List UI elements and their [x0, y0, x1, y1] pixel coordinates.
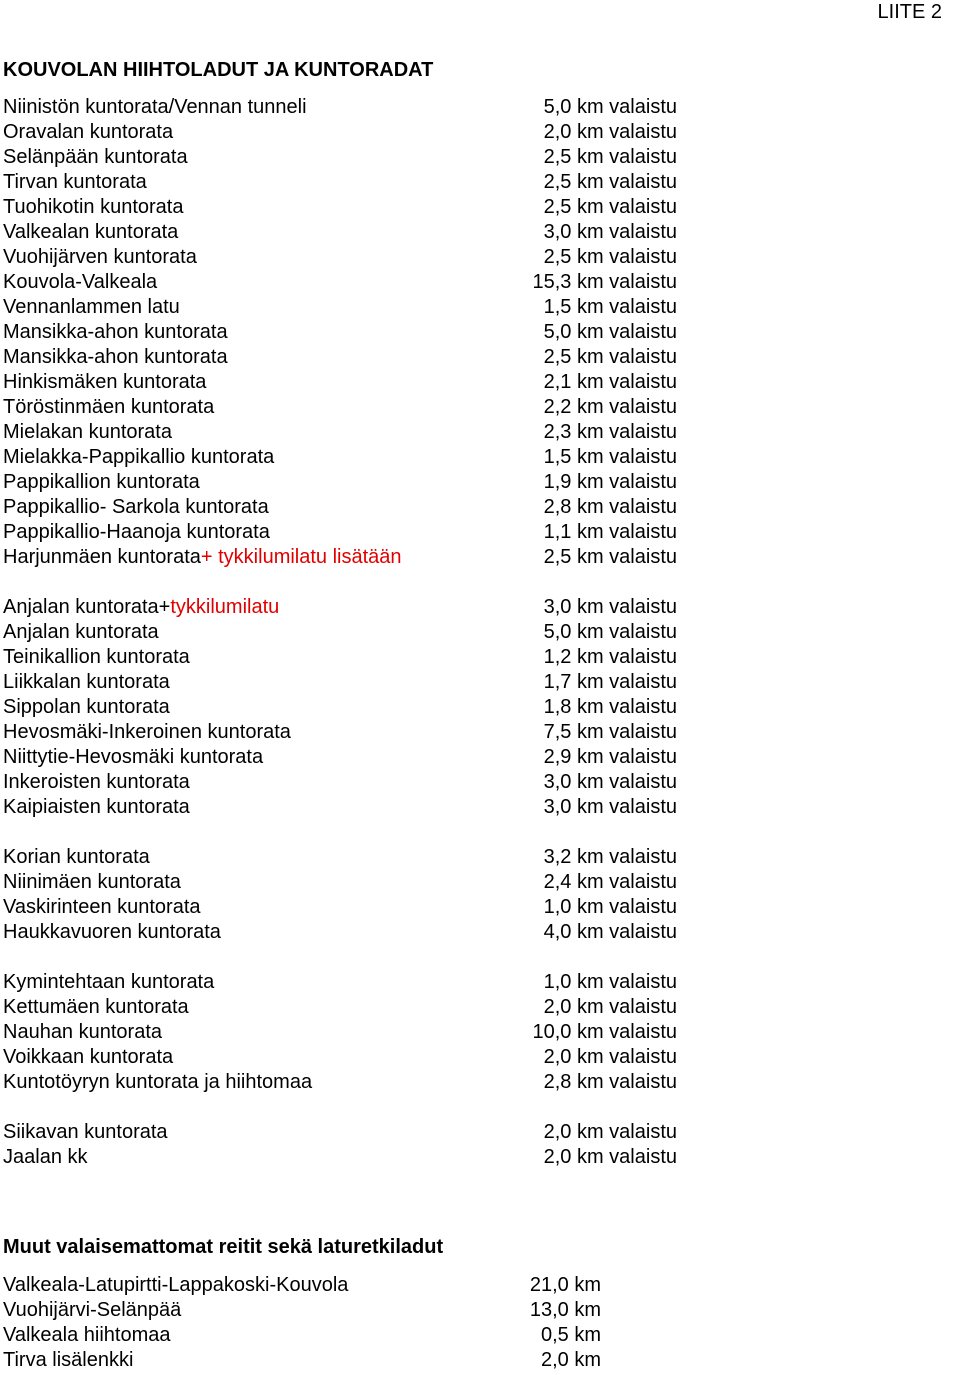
trail-name — [3, 920, 221, 945]
trail-length: 1,8 km valaistu — [543, 696, 677, 718]
trail-name-text: Valkealan kuntorata — [3, 221, 179, 243]
trail-name-text: Jaalan kk — [3, 1146, 88, 1168]
route-name: Vuohijärvi-Selänpää — [3, 1299, 182, 1321]
trail-length: 1,2 km valaistu — [543, 646, 677, 668]
trail-name — [3, 720, 291, 745]
trail-name — [3, 295, 180, 320]
trail-length: 2,0 km valaistu — [543, 1146, 677, 1168]
trail-length: 2,5 km valaistu — [543, 196, 677, 218]
trail-name-text: Pappikallio-Haanoja kuntorata — [3, 521, 270, 543]
route-name: Valkeala-Latupirtti-Lappakoski-Kouvola — [3, 1274, 349, 1296]
trail-row — [3, 670, 693, 695]
group-spacer — [3, 1095, 693, 1120]
trail-length: 1,0 km valaistu — [543, 896, 677, 918]
trail-name-text: Niinimäen kuntorata — [3, 871, 181, 893]
trail-row — [3, 520, 693, 545]
trail-name — [3, 520, 270, 545]
trail-length: 2,0 km valaistu — [543, 1046, 677, 1068]
trail-length: 3,0 km valaistu — [543, 771, 677, 793]
trail-name — [3, 770, 190, 795]
trail-length: 4,0 km valaistu — [543, 921, 677, 943]
trail-name-text: Mansikka-ahon kuntorata — [3, 346, 228, 368]
trail-row — [3, 95, 693, 120]
trail-length: 2,2 km valaistu — [543, 396, 677, 418]
route-length: 13,0 km — [529, 1299, 601, 1321]
trail-row — [3, 145, 693, 170]
trail-row — [3, 620, 693, 645]
trail-name — [3, 445, 274, 470]
trail-row — [3, 545, 693, 570]
trail-length: 2,0 km valaistu — [543, 996, 677, 1018]
trail-length: 2,5 km valaistu — [543, 146, 677, 168]
trail-name — [3, 470, 200, 495]
route-name: Tirva lisälenkki — [3, 1349, 134, 1371]
trail-name — [3, 95, 307, 120]
trail-name-text: Tirvan kuntorata — [3, 171, 147, 193]
trail-name-text: Pappikallion kuntorata — [3, 471, 200, 493]
trail-name — [3, 995, 189, 1020]
route-row — [3, 1298, 603, 1323]
group-spacer — [3, 820, 693, 845]
other-routes-title: Muut valaisemattomat reitit sekä laturetkiladut — [3, 1236, 444, 1258]
trail-length: 2,5 km valaistu — [543, 246, 677, 268]
trail-length: 1,9 km valaistu — [543, 471, 677, 493]
trail-name-text: Mielakka-Pappikallio kuntorata — [3, 446, 275, 468]
trail-row — [3, 1120, 693, 1145]
trail-name-text: Oravalan kuntorata — [3, 121, 174, 143]
trail-name-text: Kaipiaisten kuntorata — [3, 796, 190, 818]
trail-length: 2,3 km valaistu — [543, 421, 677, 443]
trail-row — [3, 720, 693, 745]
trail-name — [3, 545, 402, 570]
trail-name — [3, 370, 206, 395]
trail-name — [3, 845, 150, 870]
trail-name-text: Hevosmäki-Inkeroinen kuntorata — [3, 721, 291, 743]
trail-length: 2,1 km valaistu — [543, 371, 677, 393]
trail-name-text: Pappikallio- Sarkola kuntorata — [3, 496, 269, 518]
trail-length: 5,0 km valaistu — [543, 621, 677, 643]
route-row — [3, 1323, 603, 1348]
trail-row — [3, 870, 693, 895]
trail-name — [3, 245, 197, 270]
trail-length: 1,5 km valaistu — [543, 446, 677, 468]
trail-name-text: Vuohijärven kuntorata — [3, 246, 197, 268]
trail-name-text: Teinikallion kuntorata — [3, 646, 190, 668]
trail-name — [3, 395, 214, 420]
trail-length: 1,1 km valaistu — [543, 521, 677, 543]
trail-row — [3, 395, 693, 420]
trail-row — [3, 220, 693, 245]
trail-name — [3, 270, 157, 295]
trail-length: 15,3 km valaistu — [532, 271, 677, 293]
trail-row — [3, 445, 693, 470]
trail-name — [3, 220, 178, 245]
trail-name-text: Siikavan kuntorata — [3, 1121, 168, 1143]
trail-name — [3, 1070, 312, 1095]
trail-name — [3, 595, 279, 620]
trail-name — [3, 145, 188, 170]
trail-length: 3,0 km valaistu — [543, 596, 677, 618]
trail-name-text: Liikkalan kuntorata — [3, 671, 170, 693]
trail-name — [3, 870, 181, 895]
trail-length: 2,5 km valaistu — [543, 546, 677, 568]
trail-length: 5,0 km valaistu — [543, 96, 677, 118]
trail-name — [3, 495, 269, 520]
trail-name — [3, 420, 172, 445]
trail-row — [3, 645, 693, 670]
trail-row — [3, 995, 693, 1020]
trail-row — [3, 795, 693, 820]
trail-name — [3, 170, 147, 195]
trail-row — [3, 295, 693, 320]
trail-row — [3, 745, 693, 770]
trail-row — [3, 1145, 693, 1170]
trail-name — [3, 320, 228, 345]
trail-name-text: Niittytie-Hevosmäki kuntorata — [3, 746, 264, 768]
trail-name — [3, 1145, 88, 1170]
trail-length: 1,0 km valaistu — [543, 971, 677, 993]
trail-note: + tykkilumilatu lisätään — [200, 546, 402, 568]
trail-row — [3, 495, 693, 520]
trail-note: tykkilumilatu — [170, 596, 280, 618]
trail-name-text: Kettumäen kuntorata — [3, 996, 189, 1018]
trail-name — [3, 645, 190, 670]
route-name: Valkeala hiihtomaa — [3, 1324, 171, 1346]
route-length: 21,0 km — [529, 1274, 601, 1296]
trail-length: 7,5 km valaistu — [543, 721, 677, 743]
trail-name — [3, 895, 201, 920]
trail-row — [3, 1070, 693, 1095]
trail-row — [3, 770, 693, 795]
trail-list — [3, 95, 693, 1170]
trail-name-text: Selänpään kuntorata — [3, 146, 188, 168]
trail-row — [3, 120, 693, 145]
other-routes-list — [3, 1273, 603, 1373]
trail-name-text: Vennanlammen latu — [3, 296, 180, 318]
trail-name-text: Hinkismäken kuntorata — [3, 371, 207, 393]
route-length: 2,0 km — [540, 1349, 601, 1371]
trail-name-text: Nauhan kuntorata — [3, 1021, 163, 1043]
group-spacer — [3, 570, 693, 595]
trail-length: 2,0 km valaistu — [543, 121, 677, 143]
trail-name — [3, 345, 228, 370]
trail-length: 3,0 km valaistu — [543, 221, 677, 243]
trail-name-text: Anjalan kuntorata — [3, 621, 159, 643]
trail-name-text: Sippolan kuntorata — [3, 696, 170, 718]
trail-name — [3, 1120, 168, 1145]
trail-row — [3, 895, 693, 920]
trail-name-text: Niinistön kuntorata/Vennan tunneli — [3, 96, 307, 118]
trail-name-text: Korian kuntorata — [3, 846, 150, 868]
trail-row — [3, 595, 693, 620]
trail-name-text: Harjunmäen kuntorata — [3, 546, 201, 568]
trail-row — [3, 320, 693, 345]
trail-name-text: Inkeroisten kuntorata — [3, 771, 190, 793]
trail-row — [3, 695, 693, 720]
trail-length: 1,5 km valaistu — [543, 296, 677, 318]
trail-row — [3, 1045, 693, 1070]
trail-name-text: Kouvola-Valkeala — [3, 271, 158, 293]
trail-length: 2,4 km valaistu — [543, 871, 677, 893]
route-row — [3, 1273, 603, 1298]
trail-row — [3, 195, 693, 220]
route-row — [3, 1348, 603, 1373]
group-spacer — [3, 945, 693, 970]
trail-length: 2,8 km valaistu — [543, 1071, 677, 1093]
trail-row — [3, 845, 693, 870]
trail-length: 10,0 km valaistu — [532, 1021, 677, 1043]
trail-name — [3, 195, 183, 220]
page-title: KOUVOLAN HIIHTOLADUT JA KUNTORADAT — [3, 59, 434, 81]
trail-length: 2,5 km valaistu — [543, 346, 677, 368]
trail-row — [3, 345, 693, 370]
trail-name-text: Mansikka-ahon kuntorata — [3, 321, 228, 343]
trail-name — [3, 1020, 162, 1045]
trail-row — [3, 970, 693, 995]
trail-name-text: Vaskirinteen kuntorata — [3, 896, 201, 918]
trail-name-text: Haukkavuoren kuntorata — [3, 921, 221, 943]
trail-name — [3, 795, 190, 820]
trail-name-text: Tuohikotin kuntorata — [3, 196, 184, 218]
trail-length: 2,0 km valaistu — [543, 1121, 677, 1143]
trail-row — [3, 170, 693, 195]
trail-row — [3, 420, 693, 445]
trail-name — [3, 745, 263, 770]
trail-length: 2,8 km valaistu — [543, 496, 677, 518]
trail-name-text: Anjalan kuntorata+ — [3, 596, 171, 618]
trail-length: 2,5 km valaistu — [543, 171, 677, 193]
trail-name-text: Kuntotöyryn kuntorata ja hiihtomaa — [3, 1071, 313, 1093]
page-label: LIITE 2 — [877, 1, 942, 23]
trail-name-text: Mielakan kuntorata — [3, 421, 172, 443]
trail-name-text: Kymintehtaan kuntorata — [3, 971, 215, 993]
trail-name — [3, 970, 214, 995]
trail-length: 3,0 km valaistu — [543, 796, 677, 818]
trail-row — [3, 245, 693, 270]
trail-row — [3, 1020, 693, 1045]
trail-name — [3, 620, 159, 645]
trail-length: 5,0 km valaistu — [543, 321, 677, 343]
trail-row — [3, 270, 693, 295]
trail-name-text: Voikkaan kuntorata — [3, 1046, 174, 1068]
trail-length: 1,7 km valaistu — [543, 671, 677, 693]
trail-row — [3, 470, 693, 495]
trail-row — [3, 370, 693, 395]
trail-name — [3, 120, 173, 145]
trail-name — [3, 1045, 173, 1070]
trail-row — [3, 920, 693, 945]
route-length: 0,5 km — [540, 1324, 601, 1346]
trail-length: 2,9 km valaistu — [543, 746, 677, 768]
trail-name — [3, 695, 170, 720]
trail-name-text: Töröstinmäen kuntorata — [3, 396, 215, 418]
trail-name — [3, 670, 170, 695]
trail-length: 3,2 km valaistu — [543, 846, 677, 868]
